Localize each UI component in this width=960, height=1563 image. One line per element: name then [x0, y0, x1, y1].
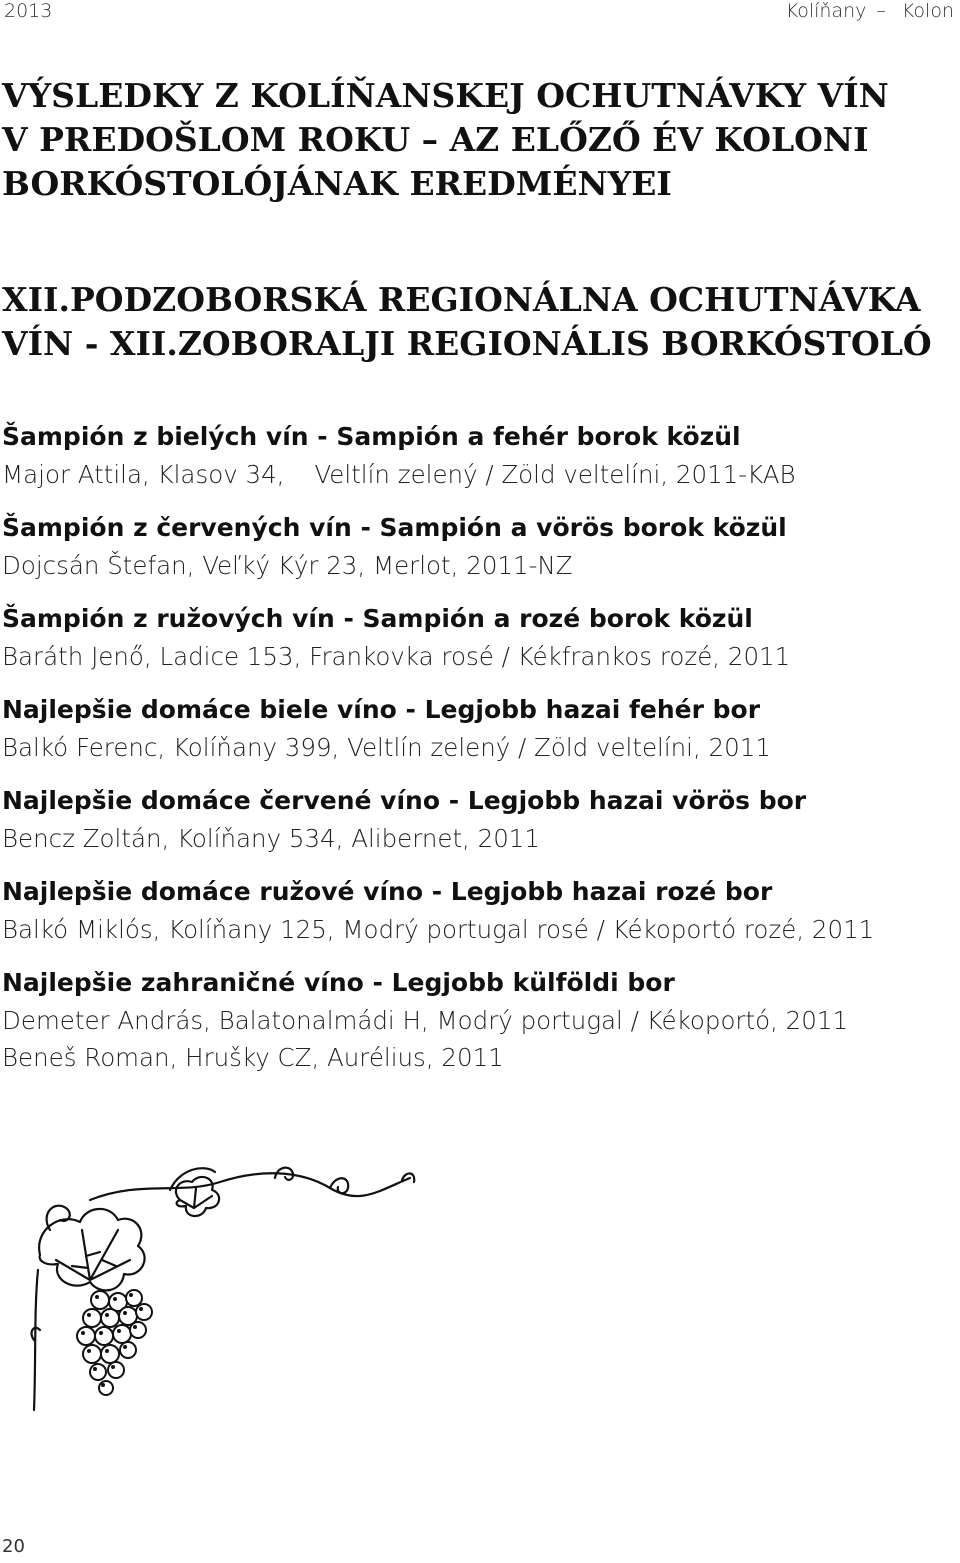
result-category: Najlepšie zahraničné víno - Legjobb külföldi bor — [2, 968, 675, 997]
header-place — [780, 0, 954, 22]
result-category: Najlepšie domáce biele víno - Legjobb hazai fehér bor — [2, 695, 761, 724]
result-entry — [2, 873, 952, 948]
result-winner: Balkó Miklós, Kolíňany 125, Modrý portugal rosé / Kékoportó rozé, 2011 — [2, 915, 875, 944]
winner-name: Major Attila, Klasov 34, — [2, 460, 285, 489]
main-title-line: BORKÓSTOLÓJÁNAK EREDMÉNYEI — [2, 164, 672, 203]
main-title — [2, 74, 952, 206]
page-number: 20 — [2, 1536, 25, 1557]
result-entry — [2, 964, 952, 1076]
result-category: Najlepšie domáce červené víno - Legjobb hazai vörös bor — [2, 786, 807, 815]
result-category: Šampión z červených vín - Sampión a vörös borok közül — [2, 513, 787, 542]
result-winner: Beneš Roman, Hrušky CZ, Aurélius, 2011 — [2, 1043, 504, 1072]
main-title-line: VÝSLEDKY Z KOLÍŇANSKEJ OCHUTNÁVKY VÍN — [2, 76, 889, 115]
result-entry — [2, 418, 952, 493]
results-list — [2, 418, 952, 1076]
result-entry — [2, 782, 952, 857]
result-entry — [2, 600, 952, 675]
running-header — [0, 0, 960, 26]
winner-wine: Veltlín zelený / Zöld veltelíni, 2011-KAB — [314, 460, 796, 489]
main-title-line: V PREDOŠLOM ROKU – AZ ELŐZŐ ÉV KOLONI — [2, 120, 869, 159]
header-place-sk: Kolíňany — [785, 0, 867, 22]
header-place-hu: Kolon — [901, 0, 954, 22]
header-separator: – — [876, 0, 886, 22]
result-category: Najlepšie domáce ružové víno - Legjobb hazai rozé bor — [2, 877, 773, 906]
event-title — [2, 278, 952, 366]
result-winner: Demeter András, Balatonalmádi H, Modrý portugal / Kékoportó, 2011 — [2, 1006, 849, 1035]
event-title-line: VÍN - XII.ZOBORALJI REGIONÁLIS BORKÓSTOLÓ — [2, 324, 932, 363]
result-entry — [2, 509, 952, 584]
result-winner: Baráth Jenő, Ladice 153, Frankovka rosé / Kékfrankos rozé, 2011 — [2, 642, 791, 671]
result-winner: Balkó Ferenc, Kolíňany 399, Veltlín zelený / Zöld veltelíni, 2011 — [2, 733, 771, 762]
result-entry — [2, 691, 952, 766]
result-winner — [2, 456, 952, 493]
grape-vine-icon — [30, 1160, 430, 1420]
result-category: Šampión z ružových vín - Sampión a rozé borok közül — [2, 604, 753, 633]
result-winner: Bencz Zoltán, Kolíňany 534, Alibernet, 2011 — [2, 824, 540, 853]
event-title-line: XII.PODZOBORSKÁ REGIONÁLNA OCHUTNÁVKA — [2, 280, 921, 319]
result-category: Šampión z bielých vín - Sampión a fehér borok közül — [2, 422, 741, 451]
header-year: 2013 — [4, 0, 53, 22]
result-winner: Dojcsán Štefan, Veľký Kýr 23, Merlot, 2011-NZ — [2, 551, 573, 580]
